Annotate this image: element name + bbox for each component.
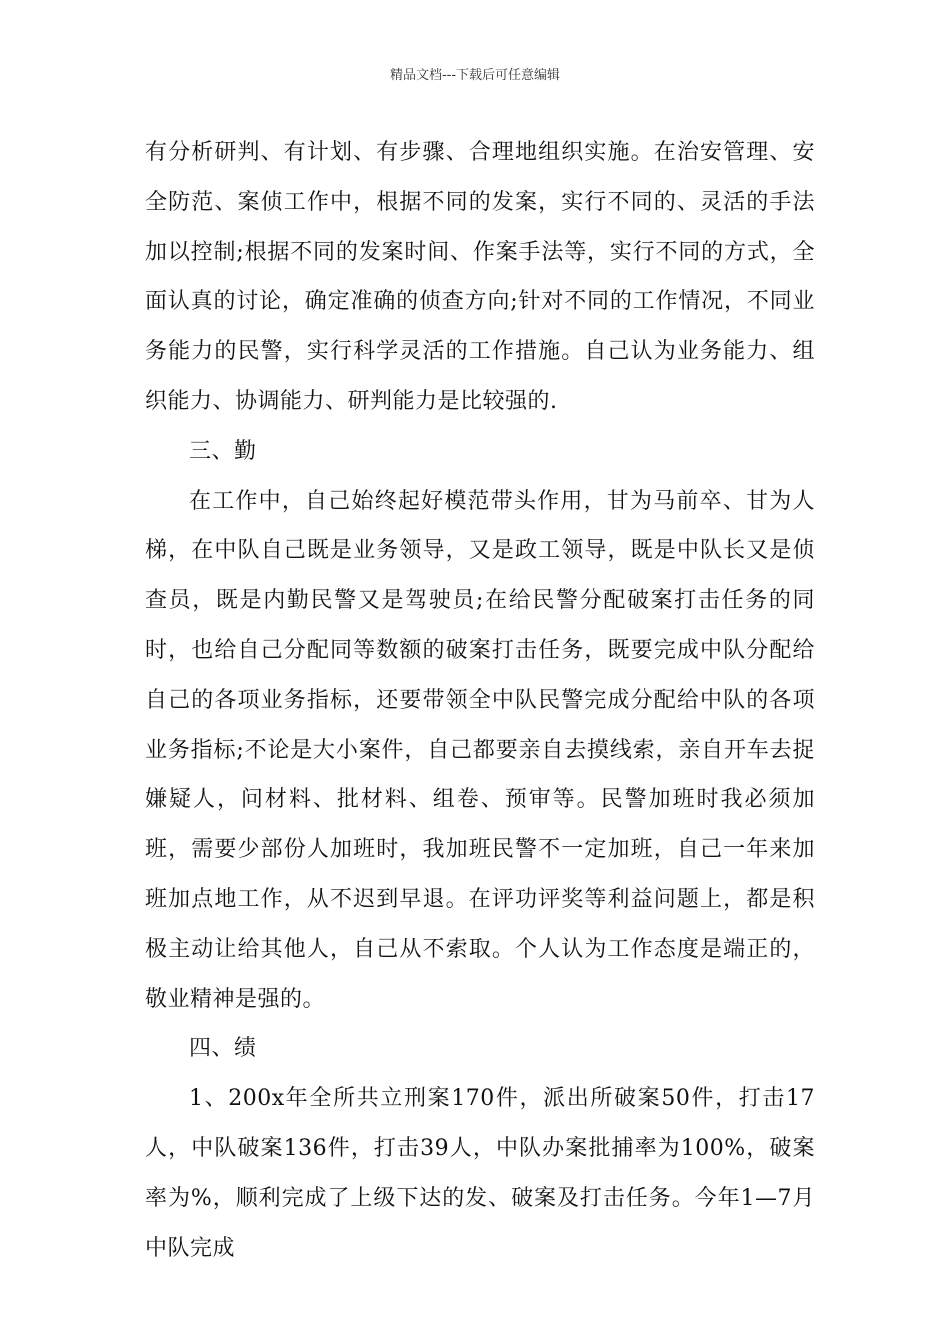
- paragraph-analysis: 有分析研判、有计划、有步骤、合理地组织实施。在治安管理、安全防范、案侦工作中，根据不同的发案，实行不同的、灵活的手法加以控制;根据不同的发案时间、作案手法等，实行不同的方式，全面认真的讨论，确定准确的侦查方向;针对不同的工作情况，不同业务能力的民警，实行科学灵活的工作措施。自己认为业务能力、组织能力、协调能力、研判能力是比较强的.: [145, 140, 815, 414]
- document-body: [145, 128, 815, 1273]
- paragraph-achievements: 1、200x年全所共立刑案170件，派出所破案50件，打击17人，中队破案136件，打击39人，中队办案批捕率为100%，破案率为%，顺利完成了上级下达的发、破案及打击任务。今年1—7月中队完成: [145, 1086, 815, 1261]
- page-header: 精品文档---下载后可任意编辑: [389, 68, 561, 83]
- section-heading-achievements: 四、绩: [189, 1036, 257, 1062]
- paragraph-diligence: 在工作中，自己始终起好模范带头作用，甘为马前卒、甘为人梯，在中队自己既是业务领导，又是政工领导，既是中队长又是侦查员，既是内勤民警又是驾驶员;在给民警分配破案打击任务的同时，也给自己分配同等数额的破案打击任务，既要完成中队分配给自己的各项业务指标，还要带领全中队民警完成分配给中队的各项业务指标;不论是大小案件，自己都要亲自去摸线索，亲自开车去捉嫌疑人，问材料、批材料、组卷、预审等。民警加班时我必须加班，需要少部份人加班时，我加班民警不一定加班，自己一年来加班加点地工作，从不迟到早退。在评功评奖等利益问题上，都是积极主动让给其他人，自己从不索取。个人认为工作态度是端正的，敬业精神是强的。: [145, 488, 815, 1012]
- section-heading-diligence: 三、勤: [189, 438, 257, 464]
